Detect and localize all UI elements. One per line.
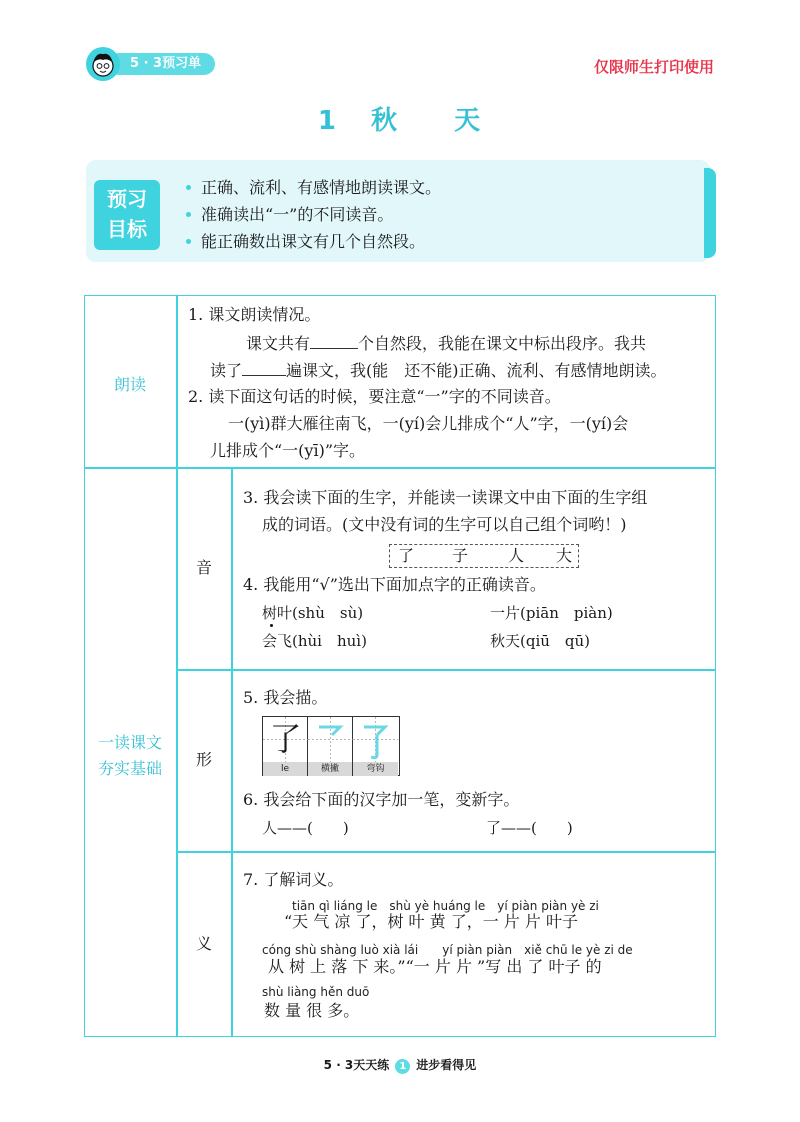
footer-left: 5 · 3天天练	[323, 1058, 390, 1072]
goals-tag-line-2: 目标	[107, 217, 147, 241]
new-char: 人	[508, 546, 525, 565]
hanzi-line-3: 数 量 很 多。	[264, 1001, 360, 1020]
category-basics: 一读课文 夯实基础	[97, 733, 162, 778]
q4-item-huifei[interactable]: 会飞(hùi huì)	[262, 632, 367, 650]
goals-tag	[94, 180, 160, 250]
tracing-box[interactable]	[308, 717, 353, 762]
lesson-number: 1	[317, 106, 338, 136]
goals-accent-strip	[704, 168, 716, 258]
pinyin-line-1: tiān qì liáng le shù yè huáng le yí piàn piàn yè zi	[292, 899, 599, 913]
q2-line-1: 一(yì)群大雁往南飞，一(yí)会儿排成个“人”字，一(yí)会	[228, 414, 629, 433]
goals-list	[186, 174, 441, 255]
tracing-box[interactable]	[353, 717, 398, 762]
preview-goals-box	[86, 160, 710, 262]
cartoon-face-icon	[86, 47, 120, 81]
pinyin-line-2: cóng shù shàng luò xià lái yí piàn piàn xiě chū le yè zi de	[262, 943, 633, 957]
q3-line-1: 3. 我会读下面的生字，并能读一读课文中由下面的生字组	[243, 488, 648, 507]
label-shape: 形	[196, 750, 213, 769]
read-times-blank[interactable]	[242, 360, 286, 376]
category-reading: 朗读	[113, 375, 146, 394]
q6-item-ren[interactable]: 人——( )	[262, 819, 349, 837]
stroke-caption: le	[263, 762, 308, 776]
trace-char-model: 了	[269, 720, 302, 758]
paragraph-count-blank[interactable]	[310, 333, 358, 349]
bullet-icon	[186, 212, 191, 217]
goal-item: 能正确数出课文有几个自然段。	[186, 228, 441, 255]
column-divider	[176, 295, 178, 1037]
q2-title: 2. 读下面这句话的时候，要注意“一”字的不同读音。	[188, 387, 561, 406]
stroke-caption: 横撇	[308, 762, 353, 776]
goals-tag-line-1: 预习	[107, 187, 147, 211]
lesson-title	[0, 100, 800, 137]
hanzi-line-2: 从 树 上 落 下 来。”“一 片 片 ”写 出 了 叶子 的	[268, 957, 602, 976]
q6-title: 6. 我会给下面的汉字加一笔，变新字。	[243, 790, 520, 809]
q7-title: 7. 了解词义。	[243, 870, 344, 889]
page-number: 1	[395, 1059, 410, 1074]
q5-title: 5. 我会描。	[243, 688, 328, 707]
print-restriction-note: 仅限师生打印使用	[593, 58, 714, 76]
new-chars-box	[389, 544, 579, 568]
goal-item: 正确、流利、有感情地朗读课文。	[186, 174, 441, 201]
q4-item-qiutian[interactable]: 秋天(qiū qū)	[490, 632, 591, 650]
title-char-1: 秋	[371, 106, 400, 136]
q1-title: 1. 课文朗读情况。	[188, 305, 321, 324]
q2-line-2: 儿排成个“一(yī)”字。	[210, 441, 366, 460]
emphasis-dot-icon	[270, 624, 273, 627]
new-char: 子	[452, 546, 469, 565]
bullet-icon	[186, 185, 191, 190]
q3-line-2: 成的词语。(文中没有词的生字可以自己组个词哟！)	[262, 515, 627, 534]
q6-item-le[interactable]: 了——( )	[486, 819, 573, 837]
hanzi-line-1: “天 气 凉 了，树 叶 黄 了，一 片 片 叶子	[284, 912, 578, 931]
sub-row-divider	[176, 669, 716, 671]
sub-row-divider	[176, 851, 716, 853]
tracing-grid	[262, 716, 400, 776]
row-divider	[84, 467, 716, 469]
footer-right: 进步看得见	[416, 1058, 477, 1072]
label-sound: 音	[196, 558, 213, 577]
q4-title: 4. 我能用“√”选出下面加点字的正确读音。	[243, 575, 546, 594]
header-badge	[86, 48, 215, 80]
page-footer	[0, 1056, 800, 1074]
bullet-icon	[186, 239, 191, 244]
q1-line-2: 读了 遍课文，我(能 还不能)正确、流利、有感情地朗读。	[210, 361, 667, 380]
tracing-box	[263, 717, 308, 762]
q4-item-yipian[interactable]: 一片(piān piàn)	[490, 604, 613, 622]
label-meaning: 义	[196, 934, 213, 953]
pinyin-line-3: shù liàng hěn duō	[262, 985, 370, 999]
stroke-caption: 弯钩	[353, 762, 398, 776]
q4-item-shuye[interactable]: 树叶(shù sù)	[262, 604, 364, 622]
sub-column-divider	[231, 467, 233, 1037]
goal-item: 准确读出“一”的不同读音。	[186, 201, 441, 228]
q1-line-1: 课文共有 个自然段，我能在课文中标出段序。我共	[246, 334, 647, 353]
badge-label: 5 · 3预习单	[108, 53, 215, 75]
new-char: 大	[556, 546, 573, 565]
title-char-2: 天	[454, 106, 483, 136]
new-char: 了	[398, 546, 415, 565]
